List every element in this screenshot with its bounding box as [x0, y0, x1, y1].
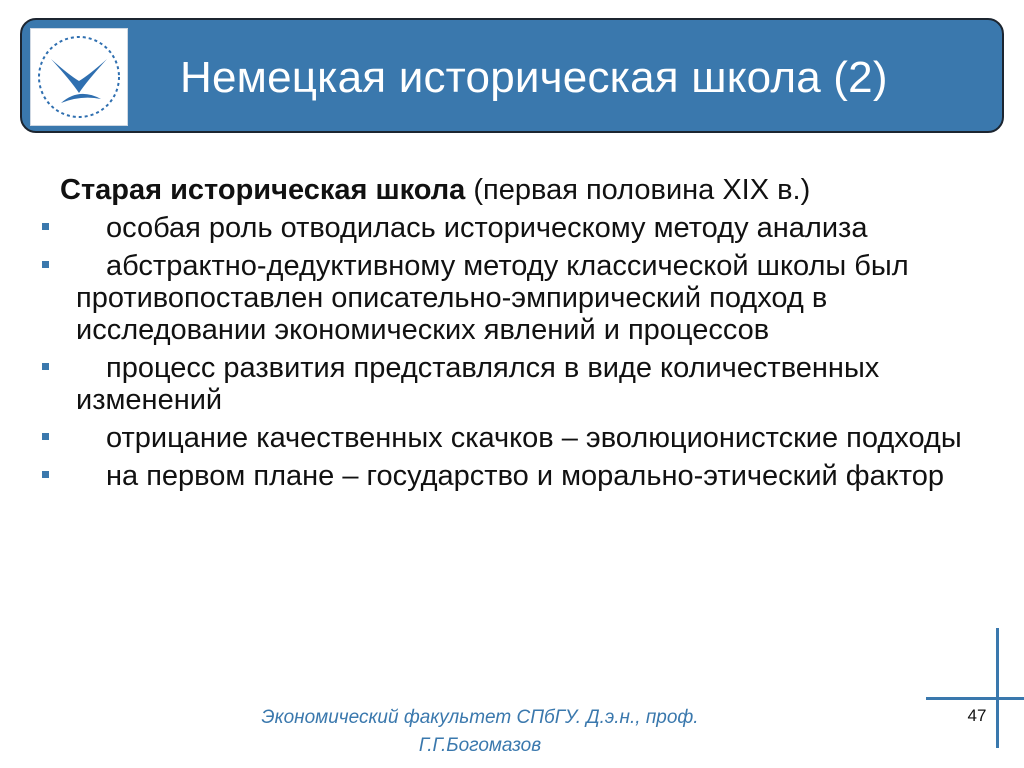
bullet-item — [40, 212, 990, 244]
page-number: 47 — [967, 706, 987, 725]
bullet-square-icon — [42, 261, 49, 268]
footer-line-1: Экономический факультет СПбГУ. Д.э.н., проф. — [261, 707, 699, 728]
university-logo — [30, 28, 128, 126]
bullet-text: на первом плане – государство и морально-этический фактор — [106, 460, 944, 492]
bullet-item — [40, 250, 990, 346]
bullet-square-icon — [42, 363, 49, 370]
bullet-text: процесс развития представлялся в виде количественных изменений — [76, 352, 880, 416]
subheading-bold: Старая историческая школа — [60, 174, 466, 206]
header-bar — [20, 18, 1004, 133]
content-area — [40, 174, 990, 498]
bullet-item — [40, 460, 990, 492]
bullet-square-icon — [42, 223, 49, 230]
bullet-text: отрицание качественных скачков – эволюционистские подходы — [106, 422, 962, 454]
subheading — [60, 174, 990, 206]
bullet-text: особая роль отводилась историческому методу анализа — [106, 212, 868, 244]
bullet-square-icon — [42, 471, 49, 478]
bullet-item — [40, 422, 990, 454]
subheading-period: (первая половина XIX в.) — [473, 174, 811, 206]
slide-title: Немецкая историческая школа (2) — [180, 53, 888, 102]
footer-credits — [200, 704, 760, 760]
corner-decoration-vertical — [996, 628, 999, 748]
footer-line-2: Г.Г.Богомазов — [418, 735, 542, 756]
bullet-item — [40, 352, 990, 416]
bullet-text: абстрактно-дедуктивному методу классической школы был противопоставлен описательно-эмпирический подход в исследовании экономических явлений и процессов — [76, 250, 909, 346]
corner-decoration-horizontal — [926, 697, 1024, 700]
bullet-square-icon — [42, 433, 49, 440]
logo-emblem-icon — [31, 29, 127, 125]
